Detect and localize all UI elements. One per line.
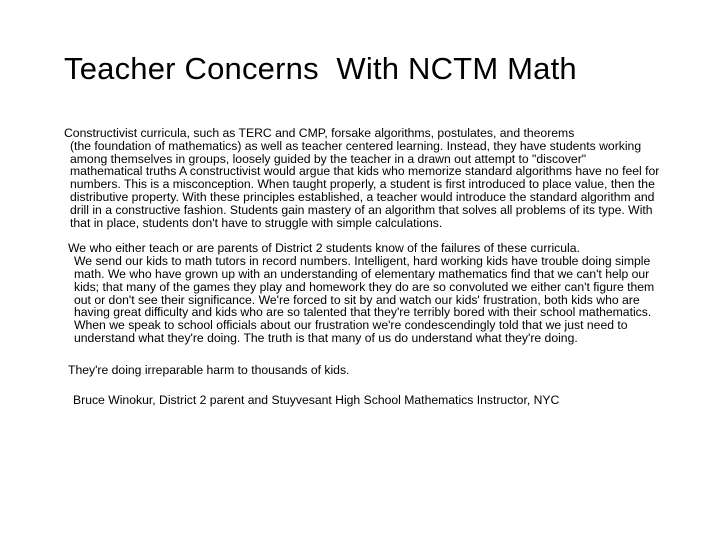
slide-body <box>64 127 664 406</box>
paragraph-irreparable-harm: They're doing irreparable harm to thousands of kids. <box>68 362 350 377</box>
paragraph-continuation: (the foundation of mathematics) as well as teacher centered learning. Instead, they have students working among themselves in groups, loosely guided by the teacher in a drawn out attempt to "discover" mathematical truths A constructivist would argue that kids who memorize standard algorithms have no feel for numbers. This is a misconception. When taught properly, a student is first introduced to place value, then the distributive property. With these principles established, a teacher would introduce the standard algorithm and drill in a constructive fashion. Students gain mastery of an algorithm that solves all problems of its type. With that in place, students don't have to struggle with simple calculations. <box>70 138 660 230</box>
paragraph-district-2-failures <box>64 242 664 344</box>
attribution: Bruce Winokur, District 2 parent and Stuyvesant High School Mathematics Instructor, NYC <box>73 392 560 407</box>
paragraph-constructivist-curricula <box>64 127 664 229</box>
paragraph-first-line: Constructivist curricula, such as TERC and CMP, forsake algorithms, postulates, and theorems <box>64 126 575 140</box>
paragraph-first-line: We who either teach or are parents of District 2 students know of the failures of these curricula. <box>68 241 580 256</box>
paragraph-continuation: We send our kids to math tutors in record numbers. Intelligent, hard working kids have trouble doing simple math. We who have grown up with an understanding of elementary mathematics find that we can't help our kids; that many of the games they play and homework they do are so convoluted we either can't figure them out or don't see their significance. We're forced to sit by and watch our kids' frustration, both kids who are having great difficulty and kids who are so talented that they're terribly bored with their school mathematics. When we speak to school officials about our frustration we're condescendingly told that we just need to understand what they're doing. The truth is that many of us do understand what they're doing. <box>74 254 655 345</box>
slide-title: Teacher Concerns With NCTM Math <box>64 51 577 86</box>
